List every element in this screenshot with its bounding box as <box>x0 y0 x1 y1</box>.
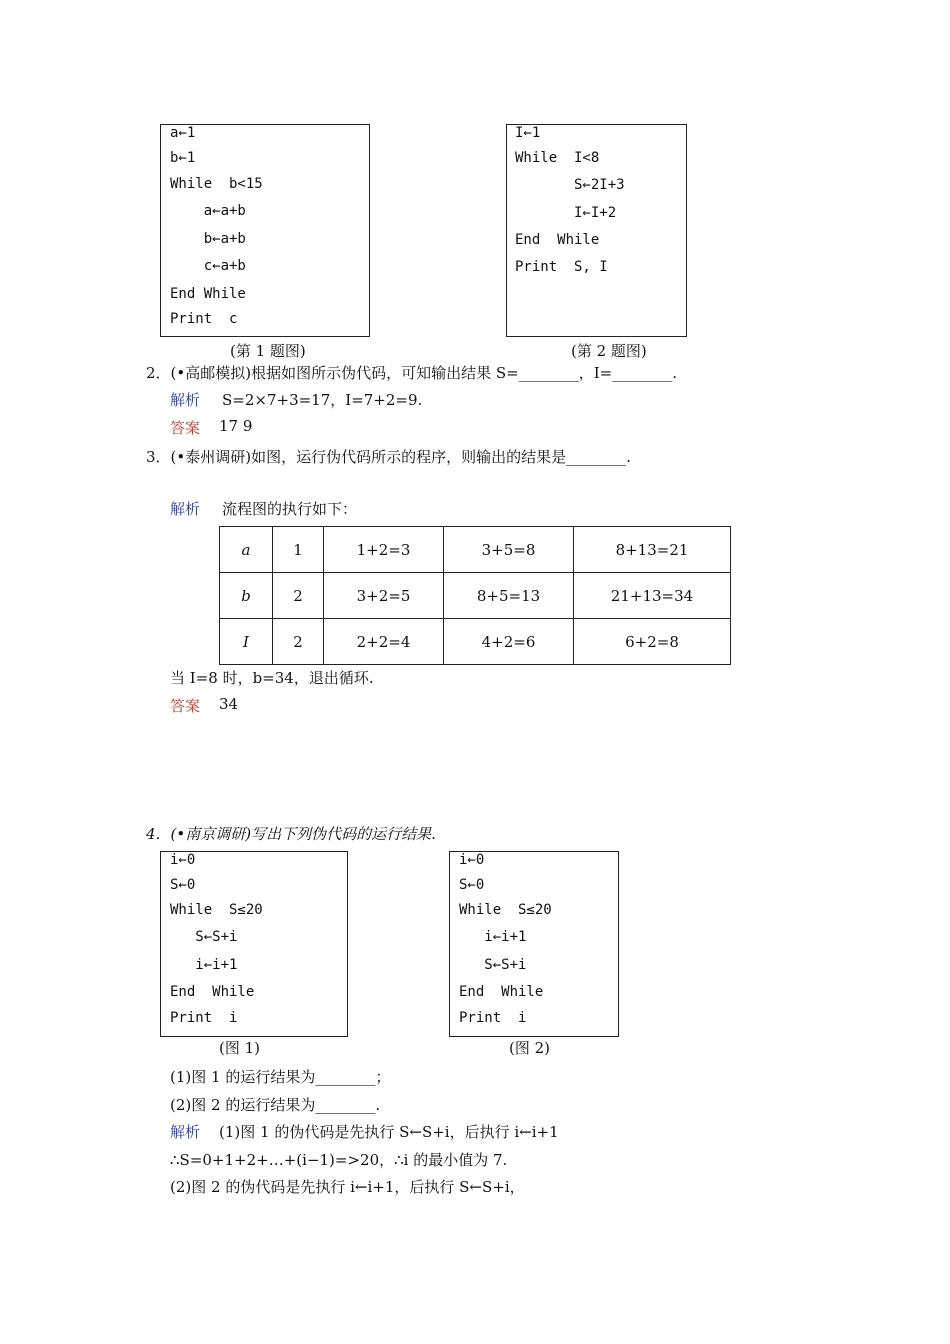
q2-code-line-6: Print S, I <box>515 259 608 275</box>
q2-question: 2．(•高邮模拟)根据如图所示伪代码，可知输出结果 S=________，I=________. <box>146 364 677 382</box>
q2-caption: (第 2 题图) <box>571 342 647 360</box>
table-cell: 1+2=3 <box>324 527 444 573</box>
q3-conclusion: 当 I=8 时，b=34，退出循环. <box>170 669 374 687</box>
q4-fig2-caption: (图 2) <box>509 1039 551 1057</box>
q4-fig1-line-7: Print i <box>170 1010 238 1026</box>
table-cell: 1 <box>273 527 324 573</box>
q2-code-line-2: While I<8 <box>515 150 600 166</box>
q1-code-line-3: While b<15 <box>170 176 263 192</box>
q4-fig2-line-2: S←0 <box>459 877 485 893</box>
q2-analysis-label: 解析 <box>170 391 201 409</box>
q4-fig1-line-4: S←S+i <box>170 929 238 945</box>
q4-fig1-line-3: While S≤20 <box>170 902 263 918</box>
q2-code-line-1: I←1 <box>515 125 541 141</box>
table-cell: 3+2=5 <box>324 573 444 619</box>
table-row <box>220 619 731 665</box>
table-cell: 4+2=6 <box>444 619 574 665</box>
table-cell: 21+13=34 <box>574 573 731 619</box>
q4-analysis-2: ∴S=0+1+2+…+(i−1)=>20，∴i 的最小值为 7. <box>170 1151 508 1169</box>
q2-answer: 17 9 <box>219 417 253 435</box>
q3-answer: 34 <box>219 695 239 713</box>
q4-sub1: (1)图 1 的运行结果为________； <box>170 1068 391 1086</box>
q4-analysis-label: 解析 <box>170 1123 201 1141</box>
table-cell: b <box>220 573 273 619</box>
q1-code-line-6: c←a+b <box>170 258 246 274</box>
q3-analysis: 流程图的执行如下： <box>222 500 358 518</box>
table-cell: 6+2=8 <box>574 619 731 665</box>
q4-question: 4．(•南京调研)写出下列伪代码的运行结果. <box>146 825 436 843</box>
q3-analysis-label: 解析 <box>170 500 201 518</box>
q4-fig1-caption: (图 1) <box>219 1039 261 1057</box>
table-cell: I <box>220 619 273 665</box>
q4-fig2-line-3: While S≤20 <box>459 902 552 918</box>
q4-fig1-line-6: End While <box>170 984 255 1000</box>
q4-fig2-line-1: i←0 <box>459 852 485 868</box>
q1-code-line-8: Print c <box>170 311 238 327</box>
q1-code-line-5: b←a+b <box>170 231 246 247</box>
q3-trace-table <box>219 526 731 665</box>
table-cell: a <box>220 527 273 573</box>
q4-fig2-line-6: End While <box>459 984 544 1000</box>
q1-code-line-1: a←1 <box>170 125 196 141</box>
table-cell: 8+13=21 <box>574 527 731 573</box>
q2-code-line-3: S←2I+3 <box>515 177 625 193</box>
q3-answer-label: 答案 <box>170 697 201 715</box>
table-cell: 2 <box>273 619 324 665</box>
table-cell: 8+5=13 <box>444 573 574 619</box>
q4-fig1-line-1: i←0 <box>170 852 196 868</box>
q4-sub2: (2)图 2 的运行结果为________. <box>170 1096 381 1114</box>
q1-caption: (第 1 题图) <box>230 342 306 360</box>
q4-analysis-3: (2)图 2 的伪代码是先执行 i←i+1，后执行 S←S+i， <box>170 1178 525 1196</box>
table-cell: 2+2=4 <box>324 619 444 665</box>
q4-analysis-1: (1)图 1 的伪代码是先执行 S←S+i，后执行 i←i+1 <box>219 1123 559 1141</box>
q1-code-line-2: b←1 <box>170 150 196 166</box>
q4-fig1-line-2: S←0 <box>170 877 196 893</box>
table-cell: 2 <box>273 573 324 619</box>
q2-answer-label: 答案 <box>170 419 201 437</box>
table-cell: 3+5=8 <box>444 527 574 573</box>
q2-code-line-5: End While <box>515 232 600 248</box>
q4-fig2-line-4: i←i+1 <box>459 929 527 945</box>
q1-code-line-4: a←a+b <box>170 203 246 219</box>
table-row <box>220 573 731 619</box>
q4-fig2-line-5: S←S+i <box>459 957 527 973</box>
q4-fig1-line-5: i←i+1 <box>170 957 238 973</box>
q2-analysis: S=2×7+3=17，I=7+2=9. <box>222 391 423 409</box>
q2-code-line-4: I←I+2 <box>515 205 617 221</box>
q4-fig2-line-7: Print i <box>459 1010 527 1026</box>
q3-question: 3．(•泰州调研)如图，运行伪代码所示的程序，则输出的结果是________. <box>146 448 631 466</box>
q1-code-line-7: End While <box>170 286 246 302</box>
table-row <box>220 527 731 573</box>
